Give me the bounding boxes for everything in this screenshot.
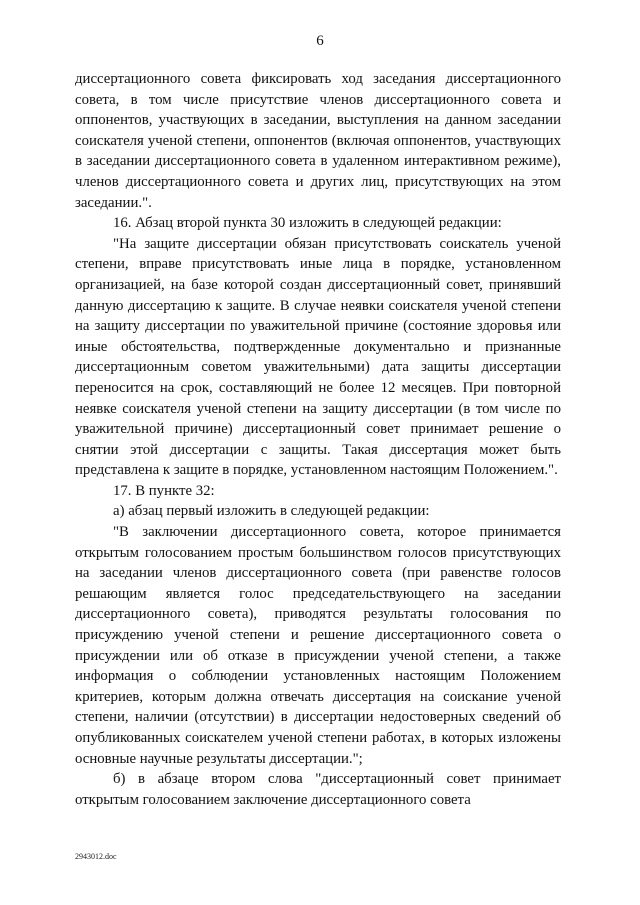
document-body xyxy=(75,69,561,810)
paragraph-item-16-text: "На защите диссертации обязан присутствовать соискатель ученой степени, вправе присутствовать иные лица в порядке, установленном организацией, на базе которой создан диссертационный совет, принявший данную диссертацию к защите. В случае неявки соискателя ученой степени на защиту диссертации по уважительной причине (состояние здоровья или иные обстоятельства, подтвержденные документально и признанные диссертационным советом уважительными) дата защиты диссертации переносится на срок, составляющий не более 12 месяцев. При повторной неявке соискателя ученой степени на защиту диссертации (в том числе по уважительной причине) диссертационный совет принимает решение о снятии этой диссертации с защиты. Такая диссертация может быть представлена к защите в порядке, установленном настоящим Положением.". xyxy=(75,235,561,479)
paragraph-item-17b: б) в абзаце втором слова "диссертационный совет принимает открытым голосованием заключение диссертационного совета xyxy=(75,771,561,808)
paragraph-continuation: диссертационного совета фиксировать ход заседания диссертационного совета, в том числе присутствие членов диссертационного совета и оппонентов, участвующих в заседании, выступления на данном заседании соискателя ученой степени, оппонентов (включая оппонентов, участвующих в заседании диссертационного совета в удаленном интерактивном режиме), членов диссертационного совета и других лиц, присутствующих на этом заседании.". xyxy=(75,71,561,211)
page-number: 6 xyxy=(316,33,324,49)
paragraph-item-17a: а) абзац первый изложить в следующей редакции: xyxy=(113,503,430,520)
footer-file-code: 2943012.doc xyxy=(75,852,117,861)
paragraph-item-17a-text: "В заключении диссертационного совета, которое принимается открытым голосованием простым большинством голосов присутствующих на заседании членов диссертационного совета (при равенстве голосов решающим является голос председательствующего на заседании диссертационного совета), приводятся результаты голосования по присуждению ученой степени и решение диссертационного совета о присуждении или об отказе в присуждении ученой степени, а также информация о соблюдении установленных настоящим Положением критериев, которым должна отвечать диссертация на соискание ученой степени, наличии (отсутствии) в диссертации недостоверных сведений об опубликованных соискателем ученой степени работах, в которых изложены основные научные результаты диссертации."; xyxy=(75,524,561,767)
paragraph-item-16: 16. Абзац второй пункта 30 изложить в следующей редакции: xyxy=(113,215,502,232)
paragraph-item-17: 17. В пункте 32: xyxy=(113,482,215,499)
